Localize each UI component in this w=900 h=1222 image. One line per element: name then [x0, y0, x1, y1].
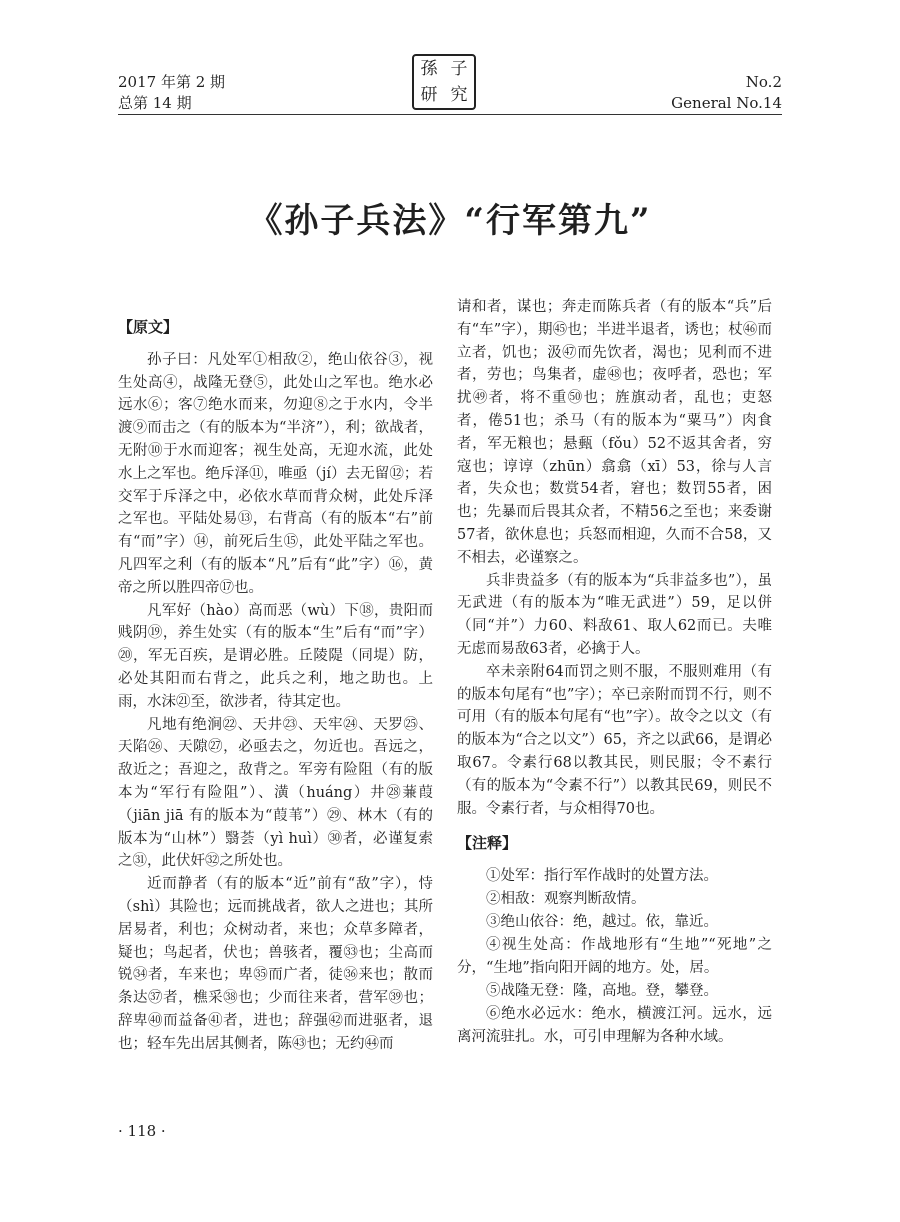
body-paragraph: 兵非贵益多（有的版本为“兵非益多也”），虽无武进（有的版本为“唯无武进”）59，足以併（同“并”）力60、料敌61、取人62而已。夫唯无虑而易敌63者，必擒于人。 [457, 572, 772, 657]
seal-char: 究 [450, 84, 468, 105]
general-number-line: General No.14 [671, 94, 782, 112]
seal-char: 研 [420, 84, 438, 105]
page-number: · 118 · [118, 1122, 166, 1140]
note-item: ④视生处高：作战地形有“生地”“死地”之分，“生地”指向阳开阔的地方。处，居。 [457, 937, 772, 977]
issue-info [118, 72, 225, 114]
note-item: ⑤战隆无登：隆，高地。登，攀登。 [486, 983, 718, 1000]
body-paragraph: 凡地有绝涧㉒、天井㉓、天牢㉔、天罗㉕、天陷㉖、天隙㉗，必亟去之，勿近也。吾远之，敌近之；吾迎之，敌背之。军旁有险阻（有的版本为“军行有险阻”）、潢（huáng）井㉘蒹葭（jiān jiā 有的版本为“葭苇”）㉙、林木（有的版本为“山林”）翳荟（yì huì）㉚者，必谨复索之㉛，此伏奸㉜之所处也。 [118, 716, 433, 870]
note-item: ⑥绝水必远水：绝水，横渡江河。远水，远离河流驻扎。水，可引申理解为各种水域。 [457, 1006, 772, 1046]
journal-seal-logo [412, 54, 476, 110]
body-paragraph: 孙子曰：凡处军①相敌②，绝山依谷③，视生处高④，战隆无登⑤，此处山之军也。绝水必远水⑥；客⑦绝水而来，勿迎⑧之于水内，令半渡⑨而击之（有的版本为“半济”），利；欲战者，无附⑩于水而迎客；视生处高，无迎水流，此处水上之军也。绝斥泽⑪，唯亟（jí）去无留⑫；若交军于斥泽之中，必依水草而背众树，此处斥泽之军也。平陆处易⑬，右背高（有的版本“右”前有“而”字）⑭，前死后生⑮，此处平陆之军也。凡四军之利（有的版本“凡”后有“此”字）⑯，黄帝之所以胜四帝⑰也。 [118, 351, 433, 596]
note-item: ②相敌：观察判断敌情。 [486, 891, 646, 908]
seal-char: 孫 [420, 58, 438, 79]
issue-number-line: No.2 [745, 73, 782, 91]
section-heading-notes: 【注释】 [457, 834, 518, 853]
body-paragraph: 卒未亲附64而罚之则不服，不服则难用（有的版本句尾有“也”字）；卒已亲附而罚不行，则不可用（有的版本句尾有“也”字）。故令之以文（有的版本为“合之以文”）65，齐之以武66，是谓必取67。令素行68以教其民，则民服；令不素行（有的版本为“令素不行”）以教其民69，则民不服。令素行者，与众相得70也。 [457, 663, 772, 817]
body-paragraph-continued: 请和者，谋也；奔走而陈兵者（有的版本“兵”后有“车”字），期㊺也；半进半退者，诱也；杖㊻而立者，饥也；汲㊼而先饮者，渴也；见利而不进者，劳也；鸟集者，虚㊽也；夜呼者，恐也；军扰㊾者，将不重㊿也；旌旗动者，乱也；吏怒者，倦51也；杀马（有的版本为“粟马”）肉食者，军无粮也；悬甀（fǒu）52不返其舍者，穷寇也；谆谆（zhūn）翕翕（xī）53，徐与人言者，失众也；数赏54者，窘也；数罚55者，困也；先暴而后畏其众者，不精56之至也；来委谢57者，欲休息也；兵怒而相迎，久而不合58，又不相去，必谨察之。 [457, 299, 772, 566]
section-heading-original-text: 【原文】 [118, 318, 179, 336]
seal-char: 子 [450, 58, 468, 79]
issue-info-english [671, 72, 782, 114]
issue-year-line: 2017 年第 2 期 [118, 73, 226, 91]
body-paragraph: 近而静者（有的版本“近”前有“敌”字），恃（shì）其险也；远而挑战者，欲人之进也；其所居易者，利也；众树动者，来也；众草多障者，疑也；鸟起者，伏也；兽骇者，覆㉝也；尘高而锐㉞者，车来也；卑㉟而广者，徒㊱来也；散而条达㊲者，樵采㊳也；少而往来者，营军㊴也；辞卑㊵而益备㊶者，进也；辞强㊷而进驱者，退也；轻车先出居其侧者，陈㊸也；无约㊹而 [118, 876, 433, 1052]
article-title: 《孙子兵法》“行军第九” [248, 200, 652, 241]
right-column [457, 296, 772, 1049]
note-item: ①处军：指行军作战时的处置方法。 [486, 868, 718, 885]
issue-total-line: 总第 14 期 [118, 94, 192, 112]
body-paragraph: 凡军好（hào）高而恶（wù）下⑱，贵阳而贱阴⑲，养生处实（有的版本“生”后有“而”字）⑳，军无百疾，是谓必胜。丘陵隄（同堤）防，必处其阳而右背之，此兵之利，地之助也。上雨，水沫㉑至，欲涉者，待其定也。 [118, 602, 433, 710]
header-rule [118, 114, 782, 115]
left-column [118, 296, 433, 1056]
note-item: ③绝山依谷：绝，越过。依，靠近。 [486, 914, 718, 931]
